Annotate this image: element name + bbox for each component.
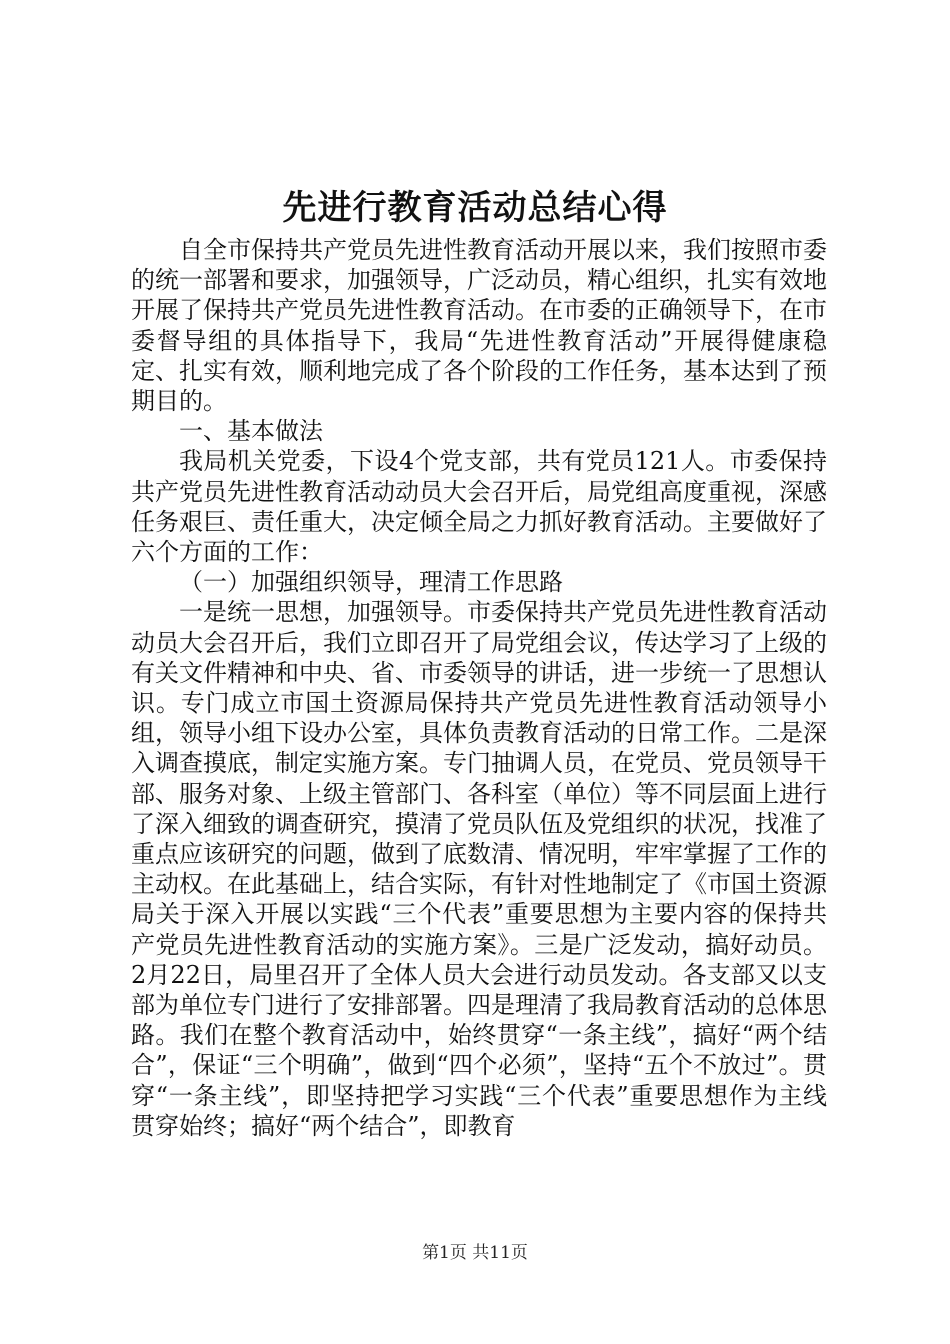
document-title: 先进行教育活动总结心得: [282, 188, 668, 228]
document-body: [131, 235, 827, 1141]
paragraph-intro: 自全市保持共产党员先进性教育活动开展以来，我们按照市委的统一部署和要求，加强领导，广泛动员，精心组织，扎实有效地开展了保持共产党员先进性教育活动。在市委的正确领导下，在市委督导组的具体指导下，我局“先进性教育活动”开展得健康稳定、扎实有效，顺利地完成了各个阶段的工作任务，基本达到了预期目的。: [131, 236, 827, 416]
subsection-heading-organization: （一）加强组织领导，理清工作思路: [179, 568, 563, 597]
paragraph-details: 一是统一思想，加强领导。市委保持共产党员先进性教育活动动员大会召开后，我们立即召开了局党组会议，传达学习了上级的有关文件精神和中央、省、市委领导的讲话，进一步统一了思想认识。专门成立市国土资源局保持共产党员先进性教育活动领导小组，领导小组下设办公室，具体负责教育活动的日常工作。二是深入调查摸底，制定实施方案。专门抽调人员，在党员、党员领导干部、服务对象、上级主管部门、各科室（单位）等不同层面上进行了深入细致的调查研究，摸清了党员队伍及党组织的状况，找准了重点应该研究的问题，做到了底数清、情况明，牢牢掌握了工作的主动权。在此基础上，结合实际，有针对性地制定了《市国土资源局关于深入开展以实践“三个代表”重要思想为主要内容的保持共产党员先进性教育活动的实施方案》。三是广泛发动，搞好动员。2月22日，局里召开了全体人员大会进行动员发动。各支部又以支部为单位专门进行了安排部署。四是理清了我局教育活动的总体思路。我们在整个教育活动中，始终贯穿“一条主线”，搞好“两个结合”，保证“三个明确”，做到“四个必须”，坚持“五个不放过”。贯穿“一条主线”，即坚持把学习实践“三个代表”重要思想作为主线贯穿始终；搞好“两个结合”，即教育: [131, 598, 827, 1140]
page-footer: 第1页 共11页: [422, 1243, 528, 1263]
paragraph-party-committee: 我局机关党委，下设4个党支部，共有党员121人。市委保持共产党员先进性教育活动动员大会召开后，局党组高度重视，深感任务艰巨、责任重大，决定倾全局之力抓好教育活动。主要做好了六个方面的工作：: [131, 447, 827, 567]
section-heading-basic-methods: 一、基本做法: [179, 417, 323, 446]
